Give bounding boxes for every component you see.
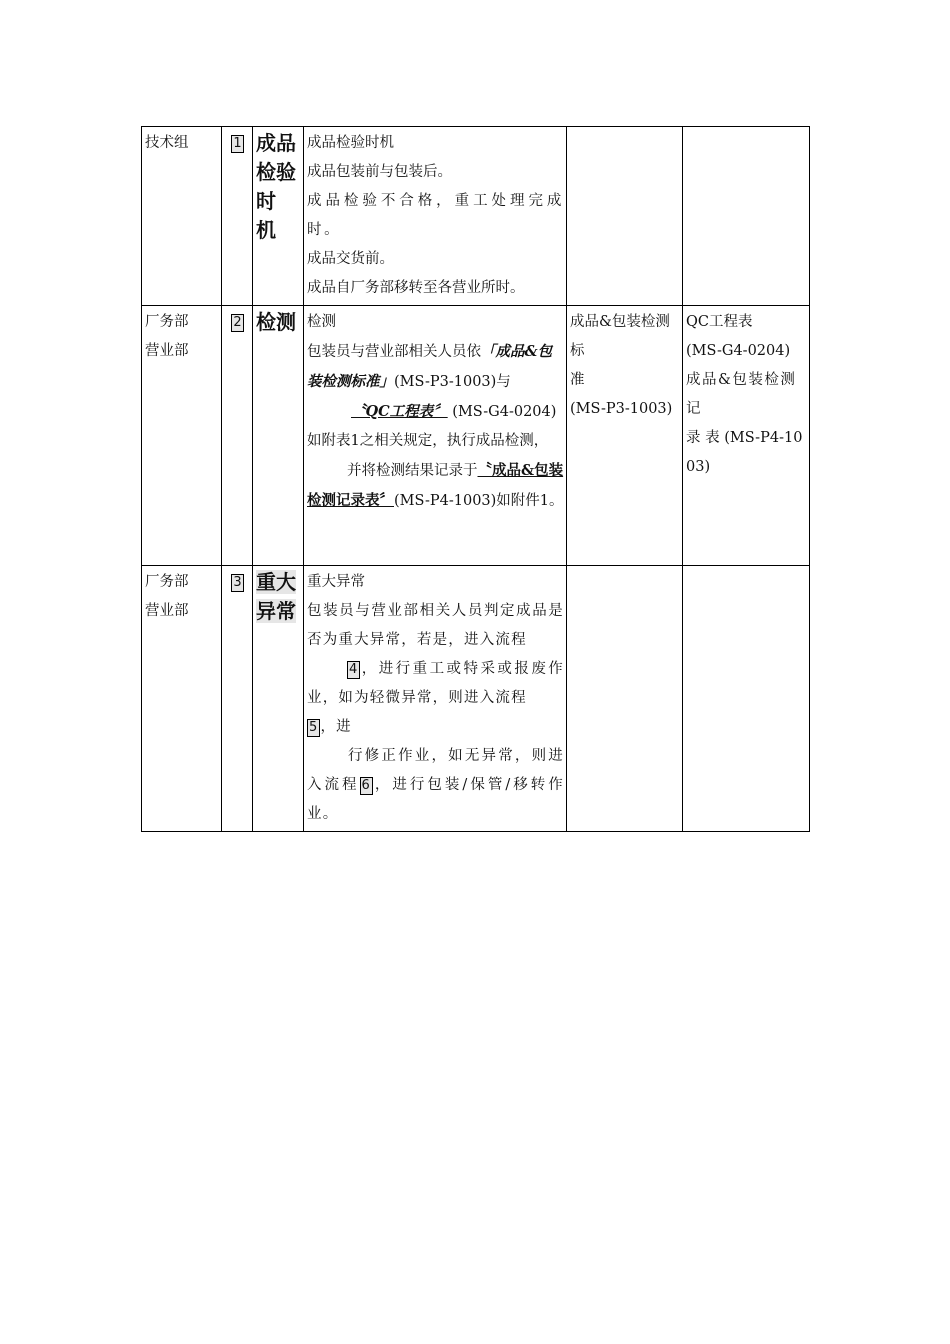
step-number-badge: 1 [233,136,242,151]
flow-ref-badge: 6 [361,778,372,793]
desc-text: (MS-G4-0204) [452,404,557,420]
step-number-cell [222,306,253,566]
process-table [141,126,810,832]
desc-text: ，进行重工或特采或报废作业，如为轻微异常，则进入流程 [307,661,564,706]
dept-name: 厂务部 [145,314,189,330]
desc-text: 并将检测结果记录于 [347,463,478,479]
flow-ref-badge: 5 [309,720,319,735]
standard-reference: 「成品&包装检测标准」 [307,343,553,390]
desc-line: 成品检验时机 [307,135,394,151]
description-cell [304,566,567,832]
description-cell [304,306,567,566]
step-title-line: 异常 [256,599,296,623]
desc-line: 成品包装前与包装后。 [307,164,452,180]
desc-paragraph [307,337,564,456]
desc-heading: 检测 [307,314,336,330]
desc-text: 如附表1之相关规定，执行成品检测， [307,433,549,449]
dept-cell [142,566,222,832]
desc-line: 成品检验不合格，重工处理完成时。 [307,193,564,238]
desc-text: (MS-P3-1003)与 [394,374,511,390]
reference-doc-cell [567,566,683,832]
form-line: QC工程表 [686,314,753,330]
form-line: 成品&包装检测记 [686,372,797,417]
reference-doc-cell [567,306,683,566]
dept-name: 营业部 [145,343,189,359]
desc-text: 行修正作业，如无异常，则进入流程 [307,748,564,793]
doc-line: 成品&包装检测标 [570,314,670,359]
reference-doc-cell [567,127,683,306]
description-cell [304,127,567,306]
step-number-badge: 2 [233,315,242,330]
table-row [142,566,810,832]
table-row [142,306,810,566]
desc-text: 包装员与营业部相关人员依 [307,344,481,360]
step-title-cell [253,306,304,566]
desc-heading: 重大异常 [307,574,365,590]
desc-paragraph [307,597,564,742]
form-cell [683,566,810,832]
step-number-cell [222,566,253,832]
table-row [142,127,810,306]
dept-name: 技术组 [145,135,189,151]
step-title-line: 检验 [256,160,296,184]
step-number-badge: 3 [233,575,242,590]
dept-cell [142,127,222,306]
desc-text: (MS-P4-1003)如附件1。 [394,493,564,509]
step-title-line: 时 [256,189,276,213]
form-line: (MS-G4-0204) [686,343,791,359]
desc-paragraph [307,742,564,829]
step-title-line: 成品 [256,131,296,155]
step-number-cell [222,127,253,306]
form-cell [683,127,810,306]
doc-line: (MS-P3-1003) [570,401,673,417]
dept-name: 营业部 [145,603,189,619]
record-form-reference: 〝成品&包装检测记录表〞 [307,462,564,509]
step-title-line: 重大 [256,570,296,594]
desc-line: 成品自厂务部移转至各营业所时。 [307,280,525,296]
flow-ref-badge: 4 [349,662,359,677]
step-title-line: 机 [256,218,276,242]
step-title-cell [253,127,304,306]
dept-name: 厂务部 [145,574,189,590]
form-line: 录 表 (MS-P4-1003) [686,430,803,475]
step-title-line: 检测 [256,310,296,334]
desc-paragraph [307,456,564,516]
desc-line: 成品交货前。 [307,251,394,267]
desc-text: ，进行包装/保管/移转作业。 [307,777,564,822]
doc-line: 准 [570,372,585,388]
qc-table-reference: 〝QC工程表〞 [351,403,448,420]
dept-cell [142,306,222,566]
step-title-cell [253,566,304,832]
desc-text: 包装员与营业部相关人员判定成品是否为重大异常，若是，进入流程 [307,603,564,648]
form-cell [683,306,810,566]
desc-text: ，进 [320,719,352,735]
